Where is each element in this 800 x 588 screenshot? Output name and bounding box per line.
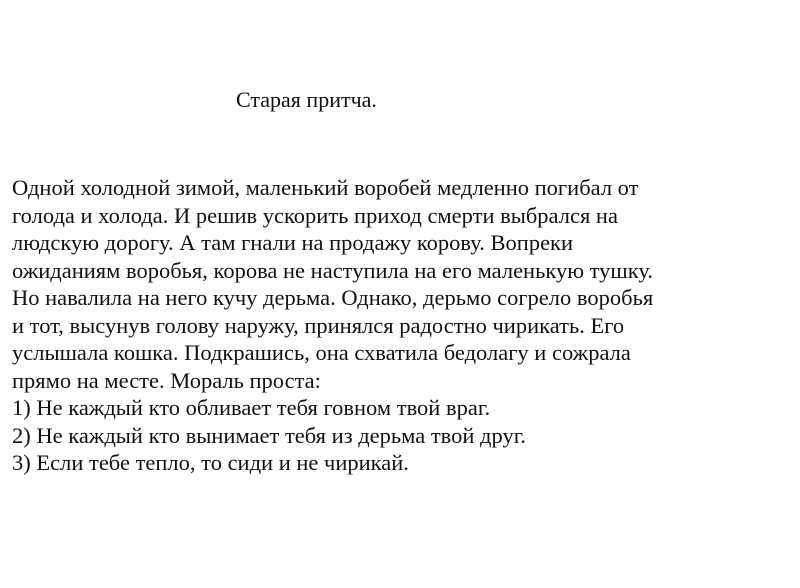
text-line: ожиданиям воробья, корова не наступила на его маленькую тушку.	[12, 257, 653, 283]
document-body	[12, 174, 653, 477]
text-line: и тот, высунув голову наружу, принялся радостно чирикать. Его	[12, 312, 625, 338]
text-line: Одной холодной зимой, маленький воробей медленно погибал от	[12, 175, 639, 200]
text-line: услышала кошка. Подкрашись, она схватила бедолагу и сожрала	[12, 340, 631, 365]
text-line: Но навалила на него кучу дерьма. Однако, дерьмо согрело воробья	[12, 285, 654, 310]
moral-item-3: 3) Если тебе тепло, то сиди и не чирикай.	[12, 450, 409, 475]
moral-item-1: 1) Не каждый кто обливает тебя говном твой враг.	[12, 395, 491, 420]
document-title: Старая притча.	[236, 87, 377, 112]
text-line: прямо на месте. Мораль проста:	[12, 367, 321, 393]
text-line: голода и холода. И решив ускорить приход смерти выбрался на	[12, 202, 618, 228]
moral-item-2: 2) Не каждый кто вынимает тебя из дерьма твой друг.	[12, 422, 527, 448]
text-line: людскую дорогу. А там гнали на продажу корову. Вопреки	[12, 230, 574, 255]
